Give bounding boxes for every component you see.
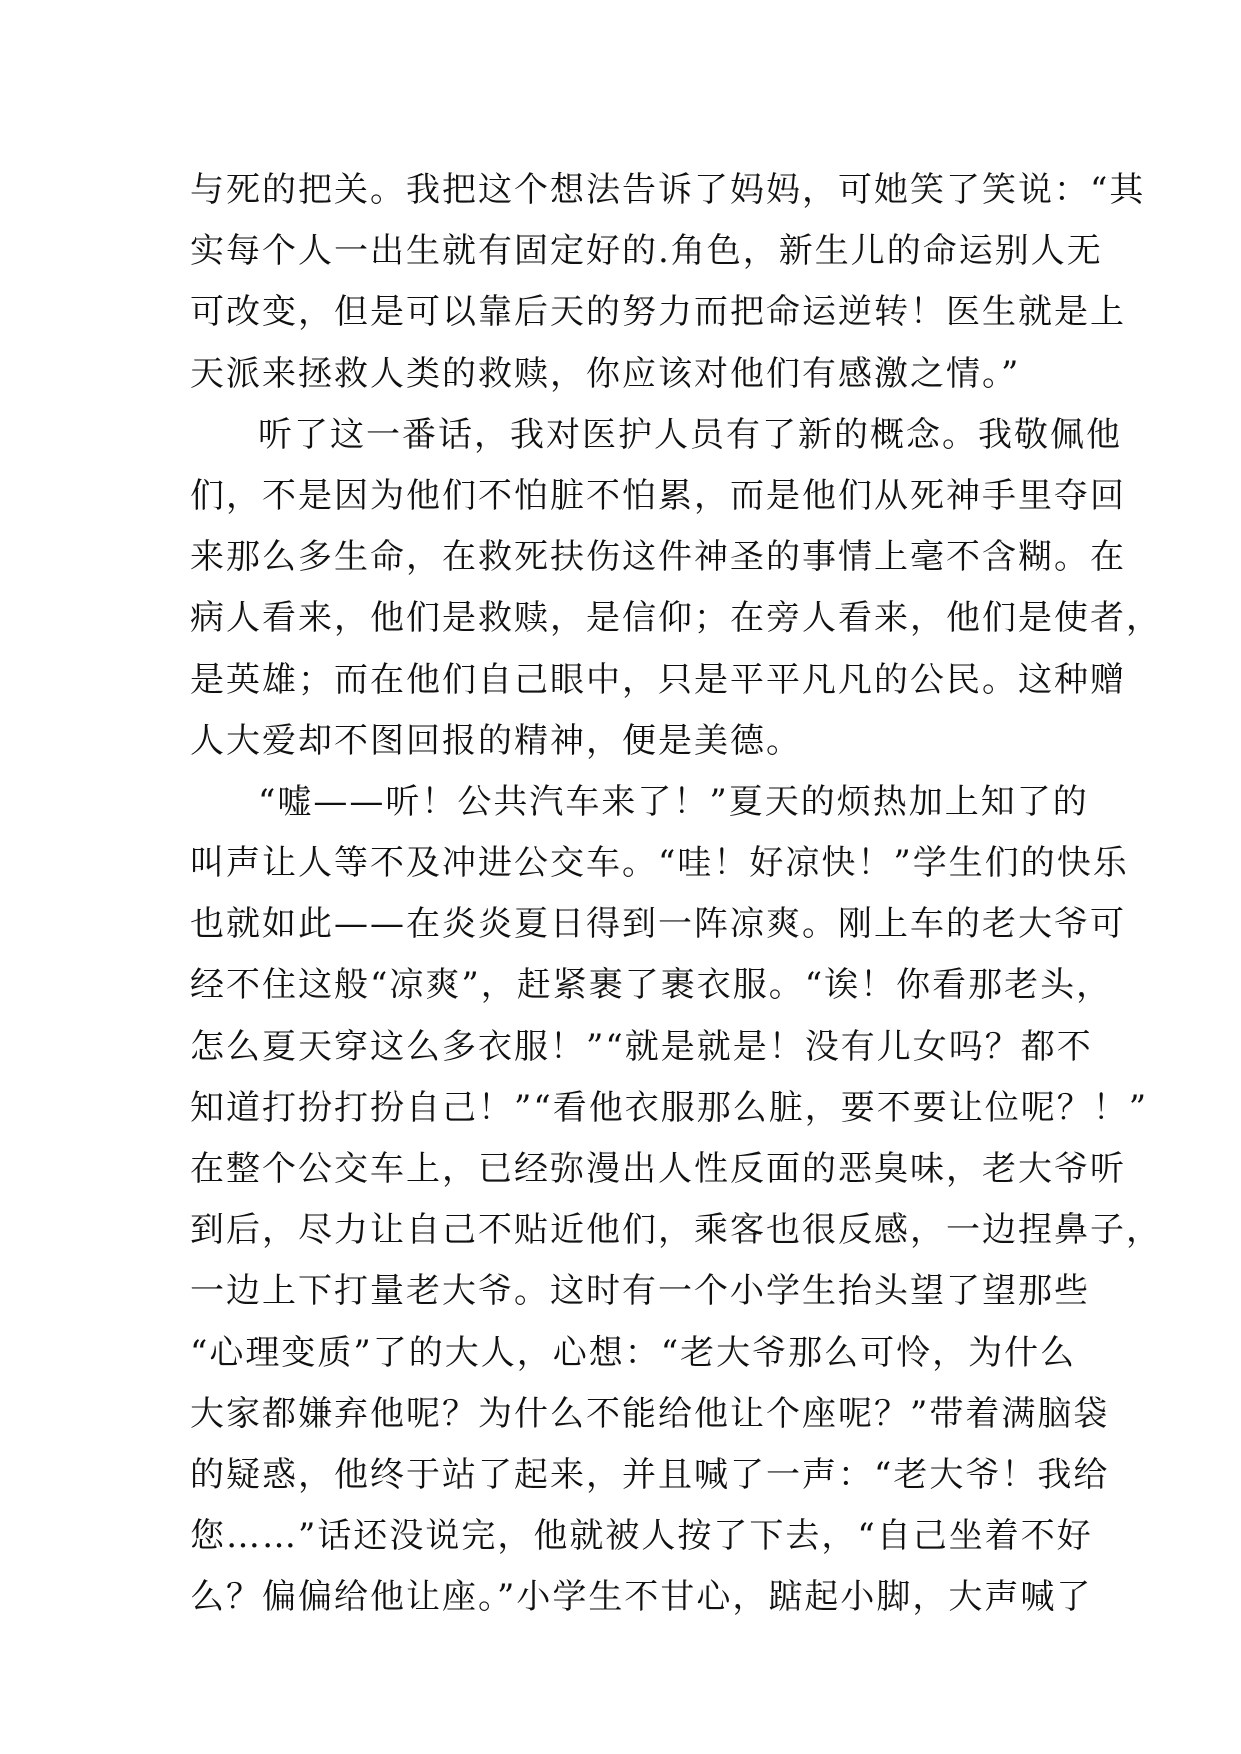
text-line: 可改变，但是可以靠后天的努力而把命运逆转！医生就是上 [190,292,1126,333]
text-line: 天派来拯救人类的救赎，你应该对他们有感激之情。” [190,353,1021,394]
text-line: 大家都嫌弃他呢？为什么不能给他让个座呢？”带着满脑袋 [190,1393,1110,1434]
text-line: 叫声让人等不及冲进公交车。“哇！好凉快！”学生们的快乐 [190,843,1129,884]
text-line: 人大爱却不图回报的精神，便是美德。 [190,720,802,761]
text-line: “心理变质”了的大人，心想：“老大爷那么可怜，为什么 [190,1332,1077,1373]
text-line: 一边上下打量老大爷。这时有一个小学生抬头望了望那些 [190,1271,1090,1312]
text-line: 与死的把关。我把这个想法告诉了妈妈，可她笑了笑说：“其 [190,170,1146,210]
paragraph-start-line: “嘘——听！公共汽车来了！”夏天的烦热加上知了的 [258,781,1089,822]
document-body [190,160,1162,1629]
text-line: 在整个公交车上，已经弥漫出人性反面的恶臭味，老大爷听 [190,1149,1126,1189]
text-line: 的疑惑，他终于站了起来，并且喊了一声：“老大爷！我给 [190,1454,1110,1495]
text-line: 到后，尽力让自己不贴近他们，乘客也很反感，一边捏鼻子， [190,1210,1162,1251]
text-line: 是英雄；而在他们自己眼中，只是平平凡凡的公民。这种赠 [190,659,1126,700]
text-line: 经不住这般“凉爽”，赶紧裹了裹衣服。“诶！你看那老头， [190,965,1113,1006]
text-line: 们，不是因为他们不怕脏不怕累，而是他们从死神手里夺回 [190,475,1126,516]
text-line: 也就如此——在炎炎夏日得到一阵凉爽。刚上车的老大爷可 [190,904,1126,945]
text-line: 怎么夏天穿这么多衣服！”“就是就是！没有儿女吗？都不 [190,1026,1093,1067]
text-line: 病人看来，他们是救赎，是信仰；在旁人看来，他们是使者， [190,598,1162,639]
text-line: 您……”话还没说完，他就被人按了下去，“自己坐着不好 [190,1516,1093,1557]
paragraph-start-line: 听了这一番话，我对医护人员有了新的概念。我敬佩他 [258,414,1122,455]
text-line: 知道打扮打扮自己！”“看他衣服那么脏，要不要让位呢？！” [190,1087,1149,1128]
text-line: 么？偏偏给他让座。”小学生不甘心，踮起小脚，大声喊了 [190,1577,1093,1618]
text-line: 实每个人一出生就有固定好的.角色，新生儿的命运别人无 [190,231,1103,272]
text-line: 来那么多生命，在救死扶伤这件神圣的事情上毫不含糊。在 [190,537,1126,578]
